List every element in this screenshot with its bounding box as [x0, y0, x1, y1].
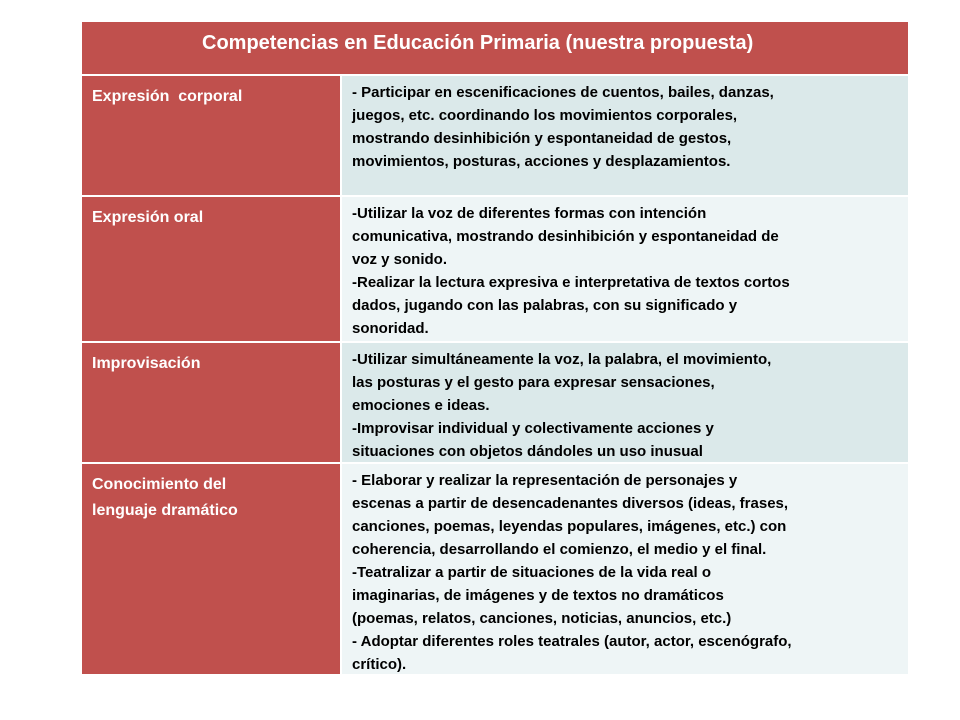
content-line: -Utilizar simultáneamente la voz, la palabra, el movimiento,: [352, 351, 772, 368]
content-line: - Participar en escenificaciones de cuentos, bailes, danzas,: [352, 84, 774, 101]
row-label-cell: [82, 76, 342, 195]
content-line: -Realizar la lectura expresiva e interpretativa de textos cortos: [352, 274, 790, 291]
content-line: canciones, poemas, leyendas populares, imágenes, etc.) con: [352, 518, 787, 535]
content-line: - Adoptar diferentes roles teatrales (autor, actor, escenógrafo,: [352, 633, 792, 650]
content-line: -Improvisar individual y colectivamente acciones y: [352, 420, 714, 437]
content-line: mostrando desinhibición y espontaneidad de gestos,: [352, 130, 732, 147]
content-line: crítico).: [352, 656, 407, 673]
row-label: lenguaje dramático: [92, 502, 238, 519]
row-content-cell: [342, 197, 908, 341]
content-line: escenas a partir de desencadenantes diversos (ideas, frases,: [352, 495, 789, 512]
competencies-table: [82, 22, 908, 674]
content-line: situaciones con objetos dándoles un uso inusual: [352, 443, 703, 460]
content-line: voz y sonido.: [352, 251, 448, 268]
row-label: Expresión corporal: [92, 88, 243, 105]
row-content-cell: [342, 76, 908, 195]
content-line: dados, jugando con las palabras, con su significado y: [352, 297, 738, 314]
table-row-conocimiento-lenguaje: [82, 464, 908, 674]
content-line: imaginarias, de imágenes y de textos no dramáticos: [352, 587, 724, 604]
content-line: (poemas, relatos, canciones, noticias, anuncios, etc.): [352, 610, 732, 627]
row-label-cell: [82, 464, 342, 674]
row-content-cell: [342, 343, 908, 462]
row-label: Expresión oral: [92, 209, 204, 226]
content-line: las posturas y el gesto para expresar sensaciones,: [352, 374, 715, 391]
content-line: comunicativa, mostrando desinhibición y espontaneidad de: [352, 228, 779, 245]
row-label: Conocimiento del: [92, 476, 227, 493]
row-label: Improvisación: [92, 355, 201, 372]
row-label-cell: [82, 343, 342, 462]
content-line: coherencia, desarrollando el comienzo, el medio y el final.: [352, 541, 767, 558]
table-row-expresion-corporal: [82, 76, 908, 197]
content-line: -Utilizar la voz de diferentes formas con intención: [352, 205, 707, 222]
content-line: juegos, etc. coordinando los movimientos corporales,: [352, 107, 738, 124]
content-line: sonoridad.: [352, 320, 429, 337]
content-line: emociones e ideas.: [352, 397, 490, 414]
row-label-cell: [82, 197, 342, 341]
content-line: movimientos, posturas, acciones y desplazamientos.: [352, 153, 731, 170]
content-line: - Elaborar y realizar la representación de personajes y: [352, 472, 738, 489]
table-row-improvisacion: [82, 343, 908, 464]
content-line: -Teatralizar a partir de situaciones de la vida real o: [352, 564, 712, 581]
table-title: Competencias en Educación Primaria (nuestra propuesta): [202, 32, 754, 54]
row-content-cell: [342, 464, 908, 674]
table-row-expresion-oral: [82, 197, 908, 343]
table-header: [82, 22, 908, 76]
